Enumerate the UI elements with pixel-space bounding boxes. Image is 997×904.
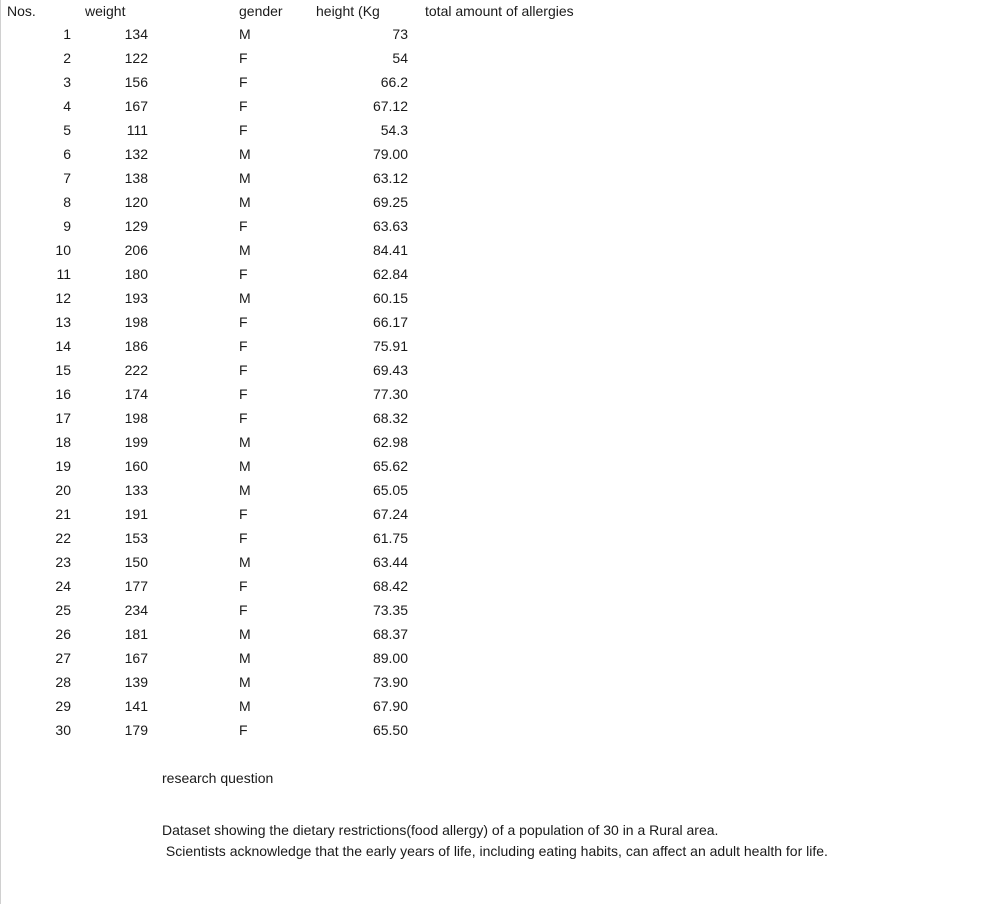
cell-gender[interactable]: F <box>239 506 248 522</box>
cell-no[interactable]: 19 <box>55 458 71 474</box>
table-row <box>1 120 997 144</box>
table-row <box>1 48 997 72</box>
cell-gender[interactable]: M <box>239 290 251 306</box>
cell-height[interactable]: 75.91 <box>372 338 408 354</box>
cell-weight[interactable]: 150 <box>124 554 148 570</box>
cell-height[interactable]: 65.50 <box>372 722 408 738</box>
cell-gender[interactable]: F <box>239 98 248 114</box>
research-question-label[interactable]: research question <box>162 770 274 786</box>
cell-gender[interactable]: M <box>239 458 251 474</box>
cell-no[interactable]: 25 <box>55 602 71 618</box>
cell-weight[interactable]: 167 <box>124 98 148 114</box>
table-row <box>1 360 997 384</box>
cell-gender[interactable]: M <box>239 626 251 642</box>
cell-weight[interactable]: 177 <box>124 578 148 594</box>
cell-gender[interactable]: F <box>239 362 248 378</box>
cell-height[interactable]: 68.42 <box>372 578 408 594</box>
cell-weight[interactable]: 122 <box>124 50 148 66</box>
cell-gender[interactable]: F <box>239 74 248 90</box>
cell-no[interactable]: 18 <box>55 434 71 450</box>
dataset-description-line1[interactable]: Dataset showing the dietary restrictions(food allergy) of a population of 30 in a Rural area. <box>162 822 719 838</box>
cell-height[interactable]: 69.25 <box>372 194 408 210</box>
table-row <box>1 456 997 480</box>
table-row <box>1 648 997 672</box>
cell-weight[interactable]: 186 <box>124 338 148 354</box>
cell-height[interactable]: 68.37 <box>372 626 408 642</box>
cell-gender[interactable]: F <box>239 386 248 402</box>
cell-weight[interactable]: 167 <box>124 650 148 666</box>
cell-no[interactable]: 29 <box>55 698 71 714</box>
cell-gender[interactable]: M <box>239 650 251 666</box>
table-row <box>1 576 997 600</box>
cell-no[interactable]: 2 <box>63 50 71 66</box>
cell-gender[interactable]: M <box>239 674 251 690</box>
cell-gender[interactable]: F <box>239 410 248 426</box>
cell-weight[interactable]: 120 <box>124 194 148 210</box>
table-row <box>1 288 997 312</box>
cell-no[interactable]: 23 <box>55 554 71 570</box>
dataset-description-line2[interactable]: Scientists acknowledge that the early years of life, including eating habits, can affect an adult health for life. <box>162 843 828 859</box>
cell-weight[interactable]: 153 <box>124 530 148 546</box>
cell-no[interactable]: 7 <box>63 170 71 186</box>
cell-weight[interactable]: 160 <box>124 458 148 474</box>
table-row <box>1 312 997 336</box>
table-row <box>1 600 997 624</box>
cell-no[interactable]: 10 <box>55 242 71 258</box>
cell-gender[interactable]: M <box>239 698 251 714</box>
cell-weight[interactable]: 174 <box>124 386 148 402</box>
table-row <box>1 432 997 456</box>
cell-no[interactable]: 16 <box>55 386 71 402</box>
cell-no[interactable]: 5 <box>63 122 71 138</box>
cell-no[interactable]: 20 <box>55 482 71 498</box>
cell-gender[interactable]: M <box>239 146 251 162</box>
cell-height[interactable]: 67.24 <box>372 506 408 522</box>
cell-weight[interactable]: 198 <box>124 314 148 330</box>
cell-no[interactable]: 17 <box>55 410 71 426</box>
cell-weight[interactable]: 129 <box>124 218 148 234</box>
cell-weight[interactable]: 222 <box>124 362 148 378</box>
cell-no[interactable]: 15 <box>55 362 71 378</box>
table-row <box>1 168 997 192</box>
table-row <box>1 240 997 264</box>
cell-height[interactable]: 62.84 <box>372 266 408 282</box>
cell-weight[interactable]: 134 <box>124 26 148 42</box>
cell-weight[interactable]: 180 <box>124 266 148 282</box>
cell-gender[interactable]: F <box>239 722 248 738</box>
header-nos[interactable]: Nos. <box>7 3 36 19</box>
cell-weight[interactable]: 198 <box>124 410 148 426</box>
table-row <box>1 72 997 96</box>
header-gender[interactable]: gender <box>239 3 283 19</box>
cell-weight[interactable]: 111 <box>126 122 148 138</box>
cell-no[interactable]: 11 <box>56 266 71 282</box>
table-row <box>1 552 997 576</box>
table-row <box>1 216 997 240</box>
header-height[interactable]: height (Kg <box>316 3 380 19</box>
cell-gender[interactable]: M <box>239 482 251 498</box>
cell-height[interactable]: 54.3 <box>380 122 408 138</box>
cell-height[interactable]: 84.41 <box>372 242 408 258</box>
header-weight[interactable]: weight <box>85 3 126 19</box>
cell-weight[interactable]: 133 <box>124 482 148 498</box>
cell-no[interactable]: 13 <box>55 314 71 330</box>
cell-weight[interactable]: 156 <box>124 74 148 90</box>
cell-gender[interactable]: F <box>239 602 248 618</box>
cell-no[interactable]: 1 <box>63 26 71 42</box>
cell-gender[interactable]: F <box>239 218 248 234</box>
cell-height[interactable]: 54 <box>392 50 408 66</box>
cell-no[interactable]: 8 <box>63 194 71 210</box>
cell-height[interactable]: 65.62 <box>372 458 408 474</box>
cell-height[interactable]: 60.15 <box>372 290 408 306</box>
table-row <box>1 696 997 720</box>
table-row <box>1 144 997 168</box>
cell-height[interactable]: 63.63 <box>372 218 408 234</box>
cell-weight[interactable]: 191 <box>124 506 148 522</box>
table-row <box>1 96 997 120</box>
cell-height[interactable]: 61.75 <box>372 530 408 546</box>
table-row <box>1 24 997 48</box>
cell-height[interactable]: 73.35 <box>372 602 408 618</box>
cell-weight[interactable]: 206 <box>124 242 148 258</box>
cell-gender[interactable]: M <box>239 434 251 450</box>
cell-weight[interactable]: 141 <box>124 698 148 714</box>
cell-gender[interactable]: F <box>239 338 248 354</box>
cell-no[interactable]: 24 <box>55 578 71 594</box>
table-row <box>1 720 997 744</box>
cell-height[interactable]: 63.44 <box>372 554 408 570</box>
cell-height[interactable]: 65.05 <box>372 482 408 498</box>
cell-gender[interactable]: F <box>239 314 248 330</box>
table-row <box>1 504 997 528</box>
cell-height[interactable]: 79.00 <box>372 146 408 162</box>
cell-no[interactable]: 3 <box>63 74 71 90</box>
cell-gender[interactable]: M <box>239 26 251 42</box>
table-row <box>1 408 997 432</box>
cell-gender[interactable]: M <box>239 170 251 186</box>
cell-gender[interactable]: M <box>239 554 251 570</box>
cell-no[interactable]: 12 <box>55 290 71 306</box>
table-row <box>1 528 997 552</box>
cell-weight[interactable]: 139 <box>124 674 148 690</box>
cell-no[interactable]: 22 <box>55 530 71 546</box>
cell-height[interactable]: 77.30 <box>372 386 408 402</box>
cell-height[interactable]: 66.2 <box>380 74 408 90</box>
cell-height[interactable]: 89.00 <box>372 650 408 666</box>
cell-weight[interactable]: 132 <box>124 146 148 162</box>
cell-no[interactable]: 21 <box>55 506 71 522</box>
cell-gender[interactable]: F <box>239 266 248 282</box>
cell-weight[interactable]: 181 <box>124 626 148 642</box>
cell-height[interactable]: 68.32 <box>372 410 408 426</box>
cell-height[interactable]: 66.17 <box>372 314 408 330</box>
cell-no[interactable]: 27 <box>55 650 71 666</box>
cell-no[interactable]: 14 <box>55 338 71 354</box>
cell-height[interactable]: 69.43 <box>372 362 408 378</box>
header-allergies[interactable]: total amount of allergies <box>425 3 574 19</box>
cell-gender[interactable]: M <box>239 194 251 210</box>
cell-gender[interactable]: F <box>239 578 248 594</box>
cell-gender[interactable]: F <box>239 50 248 66</box>
table-row <box>1 264 997 288</box>
table-row <box>1 624 997 648</box>
table-row <box>1 480 997 504</box>
cell-no[interactable]: 30 <box>55 722 71 738</box>
table-row <box>1 336 997 360</box>
table-row <box>1 384 997 408</box>
cell-no[interactable]: 28 <box>55 674 71 690</box>
table-row <box>1 192 997 216</box>
cell-no[interactable]: 6 <box>63 146 71 162</box>
cell-no[interactable]: 9 <box>63 218 71 234</box>
cell-height[interactable]: 67.12 <box>372 98 408 114</box>
cell-weight[interactable]: 234 <box>124 602 148 618</box>
cell-weight[interactable]: 138 <box>124 170 148 186</box>
cell-gender[interactable]: F <box>239 530 248 546</box>
cell-gender[interactable]: F <box>239 122 248 138</box>
cell-height[interactable]: 73.90 <box>372 674 408 690</box>
table-row <box>1 672 997 696</box>
cell-weight[interactable]: 199 <box>124 434 148 450</box>
cell-gender[interactable]: M <box>239 242 251 258</box>
cell-height[interactable]: 62.98 <box>372 434 408 450</box>
cell-weight[interactable]: 179 <box>124 722 148 738</box>
cell-height[interactable]: 73 <box>392 26 408 42</box>
cell-weight[interactable]: 193 <box>124 290 148 306</box>
cell-no[interactable]: 4 <box>63 98 71 114</box>
cell-height[interactable]: 63.12 <box>372 170 408 186</box>
cell-height[interactable]: 67.90 <box>372 698 408 714</box>
cell-no[interactable]: 26 <box>55 626 71 642</box>
